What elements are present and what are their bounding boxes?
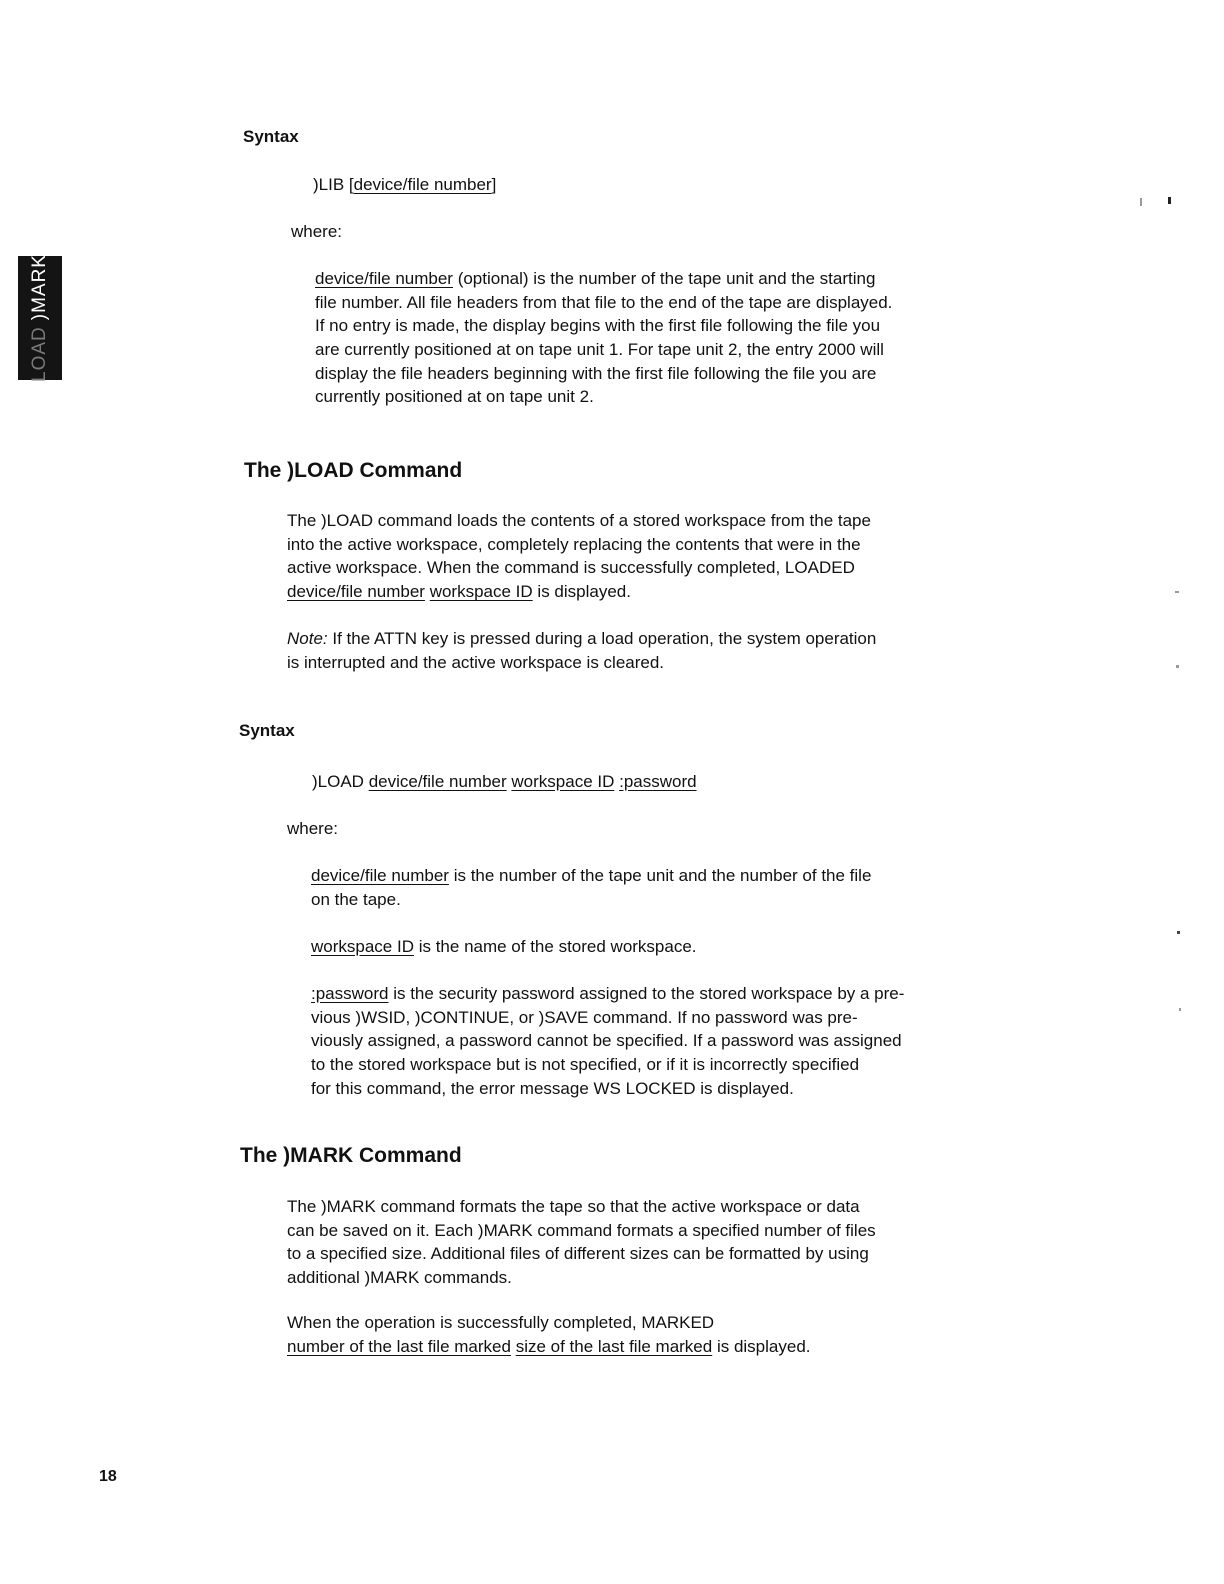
scan-speck: [1176, 665, 1179, 668]
lib-param-line: device/file number (optional) is the number of the tape unit and the starting: [315, 269, 876, 288]
load-command-heading: The )LOAD Command: [244, 459, 463, 482]
scan-speck: [1140, 198, 1142, 206]
lib-param-line: are currently positioned at on tape unit 1. For tape unit 2, the entry 2000 will: [315, 340, 884, 360]
mark-completed: When the operation is successfully completed, MARKED number of the last file marked size of the last file marked is displayed.: [287, 1313, 811, 1356]
mark-description: The )MARK command formats the tape so that the active workspace or data can be saved on it. Each )MARK command formats a specified number of files to a specified size. Additional files of different sizes can be formatted by using additional )MARK commands.: [287, 1197, 876, 1288]
scan-speck: [1177, 931, 1180, 934]
load-desc-line: The )LOAD command loads the contents of a stored workspace from the tape: [287, 511, 871, 530]
load-param-workspace: workspace ID is the name of the stored workspace.: [311, 937, 697, 956]
scan-speck: [1175, 591, 1179, 593]
lib-param-line: If no entry is made, the display begins with the first file following the file you: [315, 316, 881, 336]
load-desc-line: active workspace. When the command is successfully completed, LOADED: [287, 558, 855, 578]
scan-speck: [1179, 1008, 1181, 1011]
mark-command-heading: The )MARK Command: [240, 1144, 462, 1167]
scan-speck: [1168, 197, 1171, 204]
lib-where: where:: [291, 222, 343, 241]
load-note: Note: If the ATTN key is pressed during a load operation, the system operation is interrupted and the active workspace is cleared.: [287, 629, 877, 672]
side-tab-label: LOAD)MARK: [29, 254, 50, 382]
lib-param-line: display the file headers beginning with the first file following the file you are: [315, 363, 877, 383]
load-param-device: device/file number is the number of the tape unit and the number of the file on the tape.: [311, 866, 872, 909]
lib-param-line: file number. All file headers from that file to the end of the tape are displayed.: [315, 292, 893, 312]
lib-syntax-heading: Syntax: [243, 127, 299, 146]
lib-command-line: )LIB [device/file number]: [313, 175, 497, 194]
load-description: [287, 509, 871, 604]
load-desc-line: device/file number workspace ID is displayed.: [287, 582, 631, 602]
lib-param-line: currently positioned at on tape unit 2.: [315, 387, 594, 407]
lib-param-name: device/file number: [315, 269, 453, 288]
page-number: 18: [99, 1468, 117, 1485]
load-command-line: )LOAD device/file number workspace ID :password: [312, 772, 697, 791]
note-label: Note:: [287, 629, 328, 648]
side-tab: [18, 256, 62, 380]
load-param-password: :password is the security password assigned to the stored workspace by a pre- vious )WSID, )CONTINUE, or )SAVE command. If no password was pre- viously assigned, a password cannot be specified. If a password was assigned to the stored workspace but is not specified, or if it is incorrectly specified for this command, the error message WS LOCKED is displayed.: [311, 984, 905, 1098]
load-desc-line: into the active workspace, completely replacing the contents that were in the: [287, 534, 861, 554]
lib-command-arg: device/file number: [353, 175, 492, 194]
load-syntax-heading: Syntax: [239, 721, 295, 740]
lib-param-block: [315, 267, 892, 409]
load-where: where:: [287, 819, 339, 838]
